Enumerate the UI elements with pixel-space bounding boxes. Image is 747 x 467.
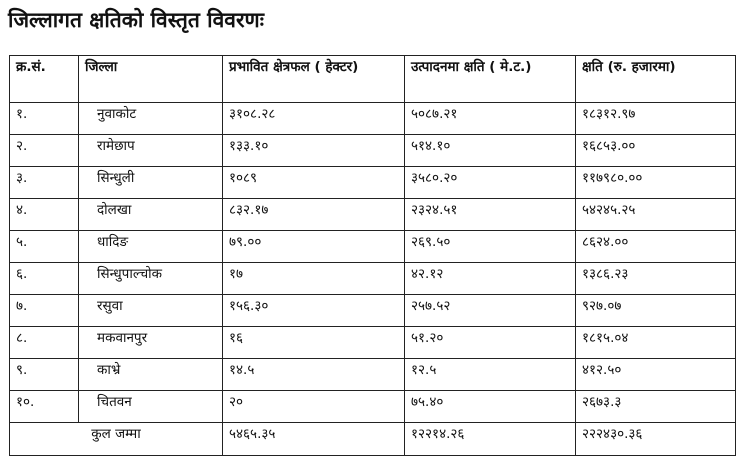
district-cell: नुवाकोट [79,103,223,135]
affected-area-cell: १७ [223,263,405,295]
table-row [10,135,736,167]
production-loss-cell: ४२.१२ [405,263,576,295]
table-row [10,391,736,423]
district-cell: दोलखा [79,199,223,231]
total-row [10,423,736,456]
page-title: जिल्लागत क्षतिको विस्तृत विवरणः [8,8,264,32]
production-loss-cell: ५०८७.२१ [405,103,576,135]
affected-area-cell: १०८९ [223,167,405,199]
serial-number-cell: ९. [10,359,79,391]
serial-number-cell: २. [10,135,79,167]
loss-amount-cell: १८३१२.९७ [576,103,736,135]
table-row [10,295,736,327]
table-row [10,263,736,295]
loss-amount-cell: १६८५३.०० [576,135,736,167]
total-affected-area: ५४६५.३५ [223,423,405,456]
header-serial-number: क्र.सं. [10,56,79,103]
table-row [10,103,736,135]
production-loss-cell: २६९.५० [405,231,576,263]
table-row [10,199,736,231]
affected-area-cell: १३३.१० [223,135,405,167]
serial-number-cell: ४. [10,199,79,231]
production-loss-cell: २३२४.५१ [405,199,576,231]
loss-amount-cell: १३८६.२३ [576,263,736,295]
production-loss-cell: २५७.५२ [405,295,576,327]
header-loss-amount: क्षति (रु. हजारमा) [576,56,736,103]
loss-amount-cell: ९२७.०७ [576,295,736,327]
loss-amount-cell: ४१२.५० [576,359,736,391]
serial-number-cell: ६. [10,263,79,295]
serial-number-cell: ७. [10,295,79,327]
header-district: जिल्ला [79,56,223,103]
district-cell: सिन्धुली [79,167,223,199]
affected-area-cell: ३१०८.२८ [223,103,405,135]
affected-area-cell: १४.५ [223,359,405,391]
serial-number-cell: ३. [10,167,79,199]
district-cell: सिन्धुपाल्चोक [79,263,223,295]
table-row [10,167,736,199]
total-loss-amount: २२२४३०.३६ [576,423,736,456]
affected-area-cell: ७९.०० [223,231,405,263]
district-cell: रामेछाप [79,135,223,167]
loss-amount-cell: १८१५.०४ [576,327,736,359]
table-row [10,231,736,263]
header-affected-area: प्रभावित क्षेत्रफल ( हेक्टर) [223,56,405,103]
production-loss-cell: ७५.४० [405,391,576,423]
production-loss-cell: ५१.२० [405,327,576,359]
affected-area-cell: १६ [223,327,405,359]
table-header-row [10,56,736,103]
total-label: कुल जम्मा [10,423,223,456]
damage-table [9,55,736,456]
district-cell: रसुवा [79,295,223,327]
loss-amount-cell: २६७३.३ [576,391,736,423]
serial-number-cell: १०. [10,391,79,423]
header-production-loss: उत्पादनमा क्षति ( मे.ट.) [405,56,576,103]
affected-area-cell: २० [223,391,405,423]
district-cell: चितवन [79,391,223,423]
district-cell: मकवानपुर [79,327,223,359]
table-row [10,359,736,391]
table-row [10,327,736,359]
serial-number-cell: ५. [10,231,79,263]
production-loss-cell: १२.५ [405,359,576,391]
loss-amount-cell: ११७९८०.०० [576,167,736,199]
district-cell: काभ्रे [79,359,223,391]
district-cell: धादिङ [79,231,223,263]
production-loss-cell: ५१४.१० [405,135,576,167]
loss-amount-cell: ५४२४५.२५ [576,199,736,231]
loss-amount-cell: ८६२४.०० [576,231,736,263]
serial-number-cell: ८. [10,327,79,359]
serial-number-cell: १. [10,103,79,135]
affected-area-cell: १५६.३० [223,295,405,327]
affected-area-cell: ८३२.१७ [223,199,405,231]
total-production-loss: १२२१४.२६ [405,423,576,456]
production-loss-cell: ३५८०.२० [405,167,576,199]
